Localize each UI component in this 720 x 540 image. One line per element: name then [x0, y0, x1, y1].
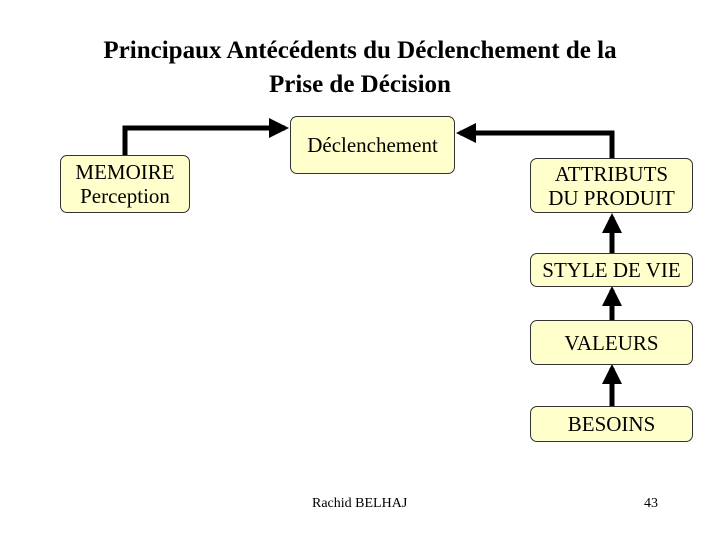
node-attributs — [530, 158, 693, 213]
node-memoire — [60, 155, 190, 213]
node-declenchement — [290, 116, 455, 174]
title-line-2: Prise de Décision — [269, 71, 451, 98]
title-line-1: Principaux Antécédents du Déclenchement de la — [103, 37, 617, 64]
node-besoins-label: BESOINS — [567, 412, 656, 436]
node-valeurs — [530, 320, 693, 365]
node-declenchement-label: Déclenchement — [307, 133, 438, 157]
node-memoire-line-1: MEMOIRE — [75, 160, 175, 184]
node-besoins — [530, 406, 693, 442]
footer-page-number: 43 — [644, 496, 658, 511]
node-style-de-vie — [530, 253, 693, 287]
node-style-de-vie-label: STYLE DE VIE — [542, 258, 681, 282]
arrow-memoire-to-declenchement — [125, 128, 285, 155]
node-attributs-line-2: DU PRODUIT — [548, 185, 675, 210]
footer-author: Rachid BELHAJ — [312, 496, 408, 511]
arrow-attributs-to-declenchement — [460, 133, 612, 158]
node-memoire-line-2: Perception — [80, 184, 170, 208]
node-valeurs-label: VALEURS — [564, 330, 659, 355]
node-attributs-line-1: ATTRIBUTS — [554, 161, 669, 186]
